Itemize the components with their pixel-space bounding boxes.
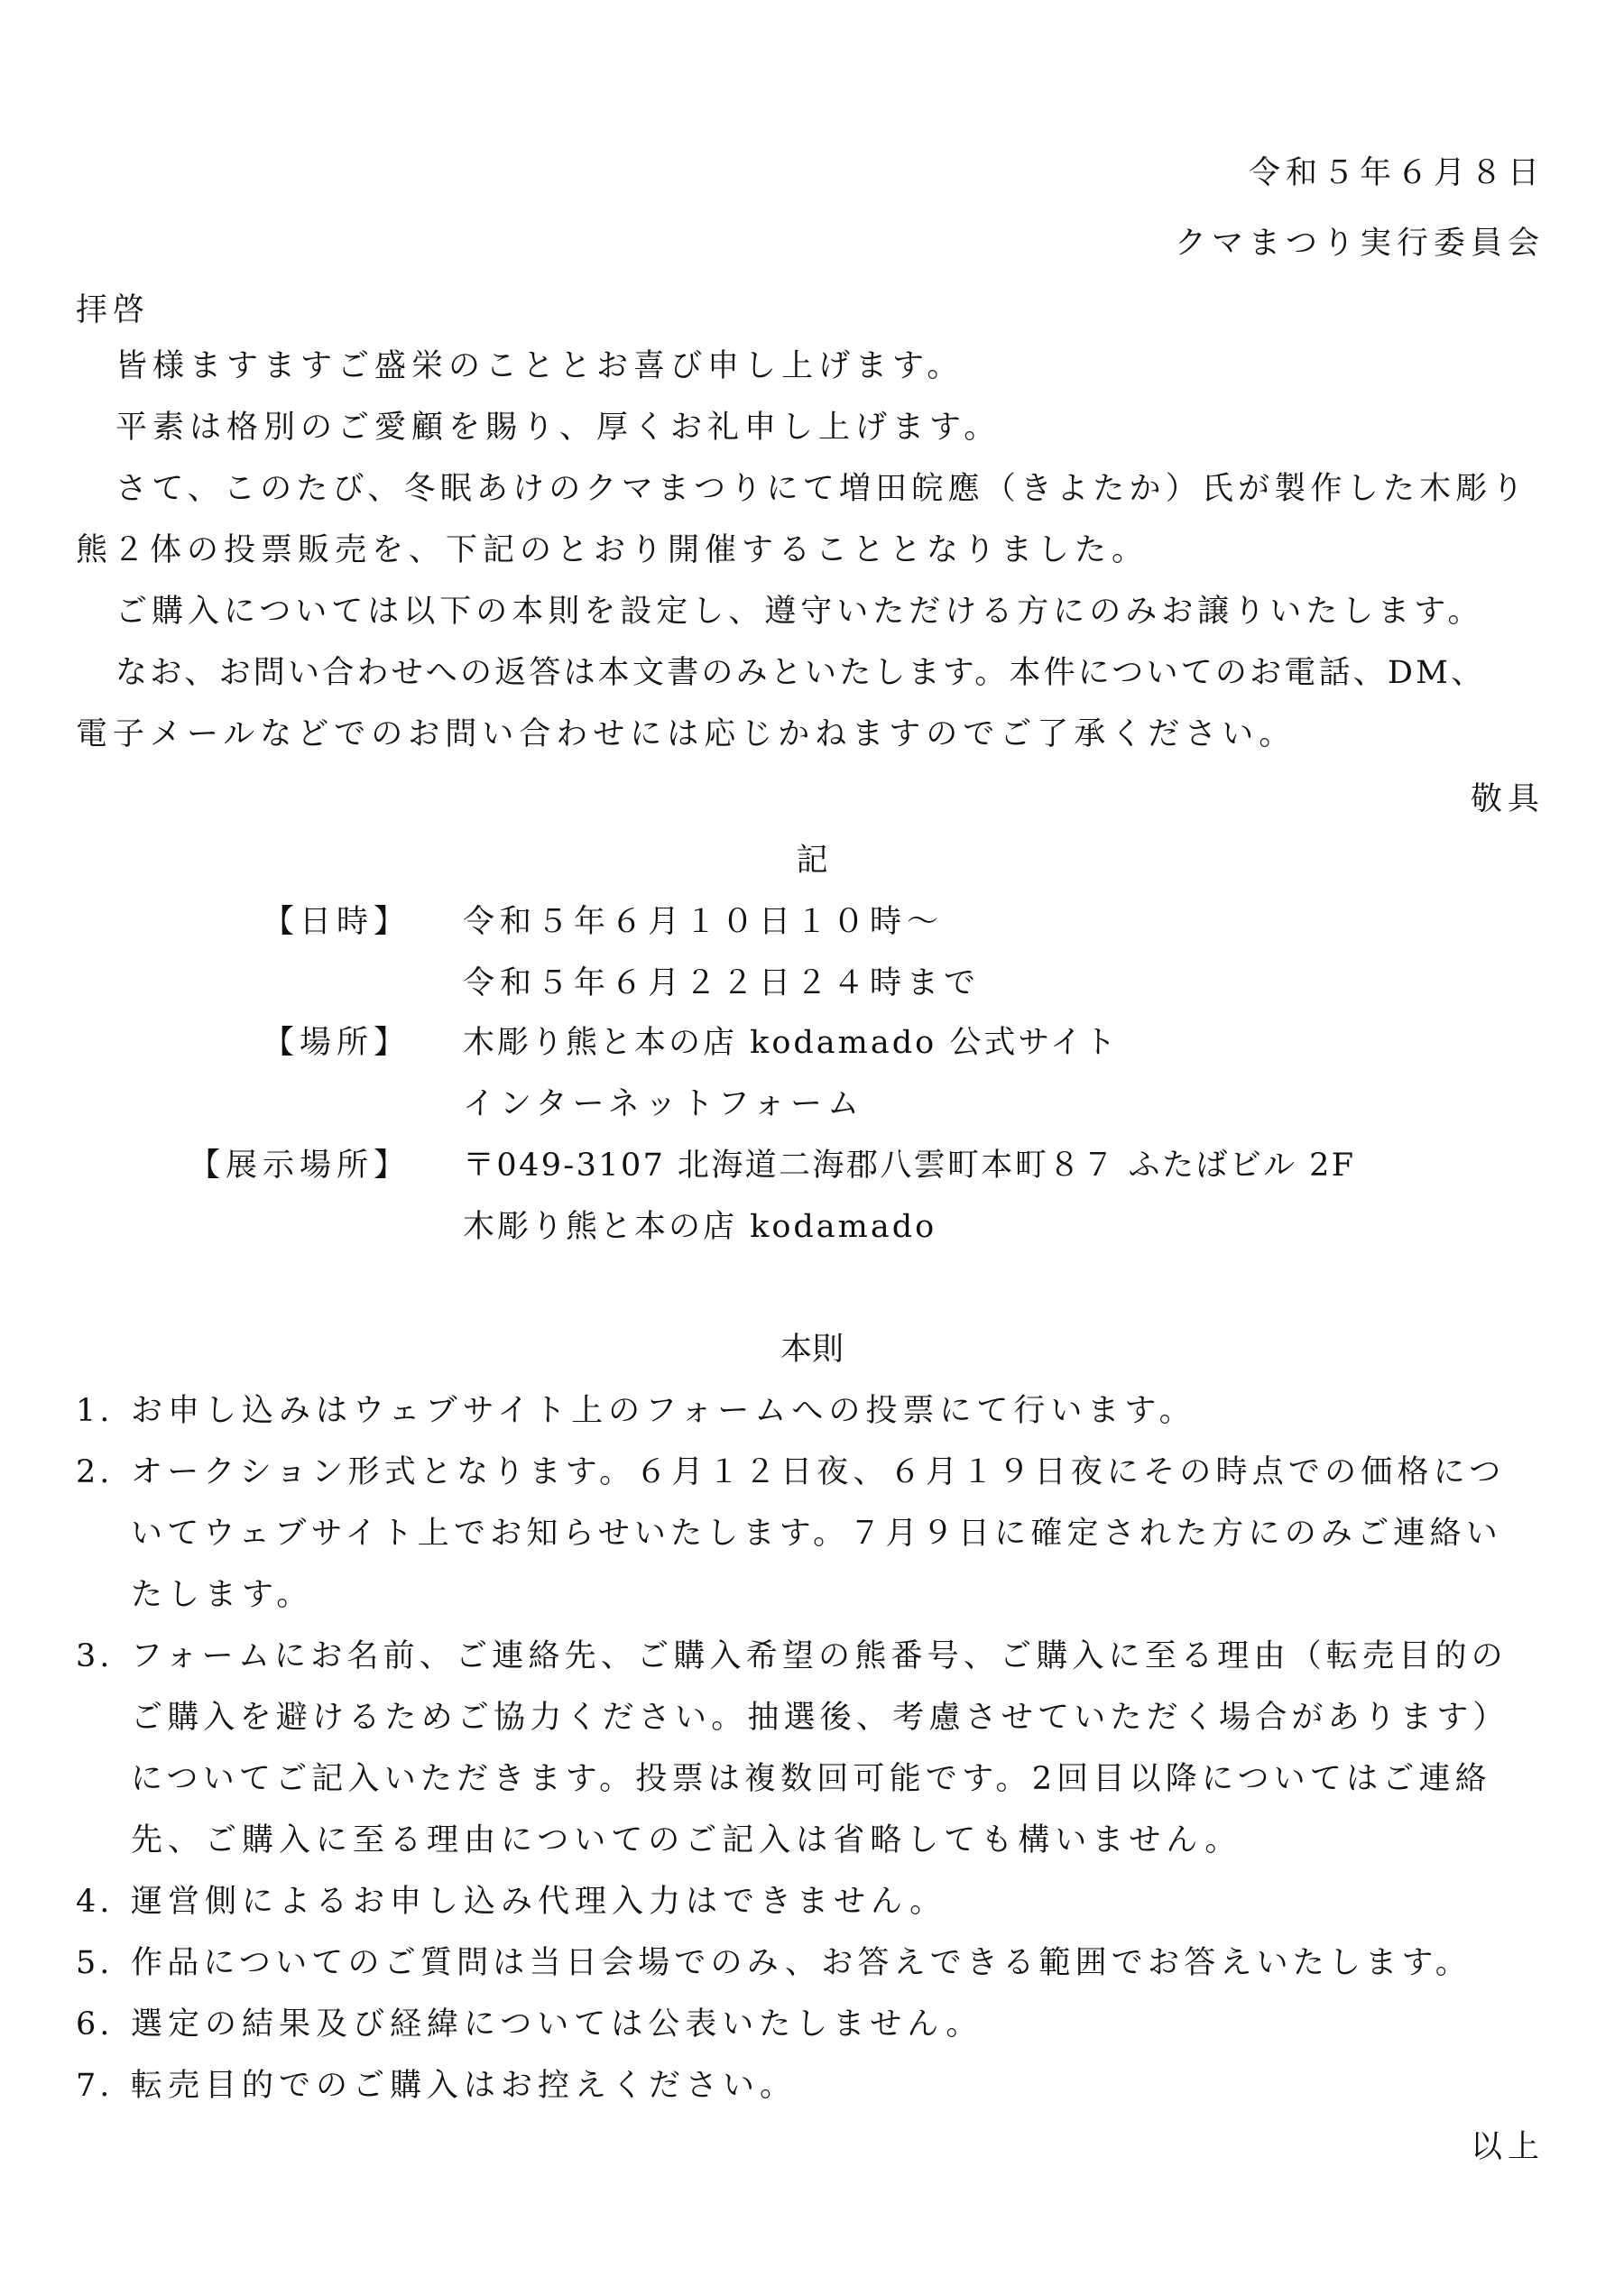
salutation: 拝啓 <box>76 292 151 328</box>
place-line-1: 木彫り熊と本の店 kodamado 公式サイト <box>463 1025 1119 1061</box>
exhibit-line-2: 木彫り熊と本の店 kodamado <box>463 1209 937 1245</box>
rule-text: 先、ご購入に至る理由についてのご記入は省略しても構いません。 <box>131 1822 1242 1858</box>
datetime-start: 令和５年６月１０日１０時～ <box>463 904 945 940</box>
rule-number: 3. <box>76 1638 114 1674</box>
rule-number: 4. <box>76 1884 114 1920</box>
body-paragraph-2: 平素は格別のご愛顧を賜り、厚くお礼申し上げます。 <box>115 410 1001 446</box>
rule-text: フォームにお名前、ご連絡先、ご購入希望の熊番号、ご購入に至る理由（転売目的の <box>131 1638 1508 1674</box>
place-line-2: インターネットフォーム <box>463 1086 865 1122</box>
body-paragraph-1: 皆様ますますご盛栄のこととお喜び申し上げます。 <box>115 348 964 384</box>
datetime-end: 令和５年６月２２日２４時まで <box>463 965 982 1001</box>
closing-keigu: 敬具 <box>1470 781 1545 817</box>
datetime-label: 【日時】 <box>262 904 411 940</box>
body-paragraph-4: ご購入については以下の本則を設定し、遵守いただける方にのみお譲りいたします。 <box>115 594 1484 630</box>
rule-text: お申し込みはウェブサイト上のフォームへの投票にて行います。 <box>131 1393 1196 1429</box>
rule-number: 5. <box>76 1945 114 1981</box>
rule-number: 2. <box>76 1454 114 1490</box>
organizer-name: クマまつり実行委員会 <box>1174 226 1545 262</box>
rules-title: 本則 <box>780 1332 844 1368</box>
rule-text: たします。 <box>131 1577 314 1613</box>
rule-number: 1. <box>76 1393 114 1429</box>
rule-text: 運営側によるお申し込み代理入力はできません。 <box>131 1884 947 1920</box>
rule-text: 作品についてのご質問は当日会場でのみ、お答えできる範囲でお答えいたします。 <box>131 1945 1472 1981</box>
rule-text: オークション形式となります。６月１２日夜、６月１９日夜にその時点での価格につ <box>131 1454 1506 1490</box>
rule-number: 6. <box>76 2006 114 2042</box>
body-paragraph-5-line-2: 電子メールなどでのお問い合わせには応じかねますのでご了承ください。 <box>76 716 1296 752</box>
closing-ijou: 以上 <box>1470 2129 1545 2165</box>
rule-text: についてご記入いただきます。投票は複数回可能です。2回目以降についてはご連絡 <box>131 1761 1491 1797</box>
document-date: 令和５年６月８日 <box>1248 155 1545 191</box>
ki-heading: 記 <box>796 843 828 879</box>
place-label: 【場所】 <box>262 1025 411 1061</box>
body-paragraph-3-line-1: さて、このたび、冬眠あけのクマまつりにて増田皖應（きよたか）氏が製作した木彫り <box>115 471 1528 507</box>
rule-number: 7. <box>76 2068 114 2104</box>
rule-text: ご購入を避けるためご協力ください。抽選後、考慮させていただく場合があります） <box>131 1700 1509 1736</box>
exhibit-label: 【展示場所】 <box>188 1148 411 1184</box>
exhibit-line-1: 〒049-3107 北海道二海郡八雲町本町８７ ふたばビル 2F <box>463 1148 1356 1184</box>
body-paragraph-3-line-2: 熊２体の投票販売を、下記のとおり開催することとなりました。 <box>76 532 1149 568</box>
rule-text: いてウェブサイト上でお知らせいたします。７月９日に確定された方にのみご連絡い <box>131 1516 1502 1552</box>
rule-text: 転売目的でのご購入はお控えください。 <box>131 2068 798 2104</box>
rule-text: 選定の結果及び経緯については公表いたしません。 <box>131 2006 983 2042</box>
body-paragraph-5-line-1: なお、お問い合わせへの返答は本文書のみといたします。本件についてのお電話、DM、 <box>115 655 1486 691</box>
